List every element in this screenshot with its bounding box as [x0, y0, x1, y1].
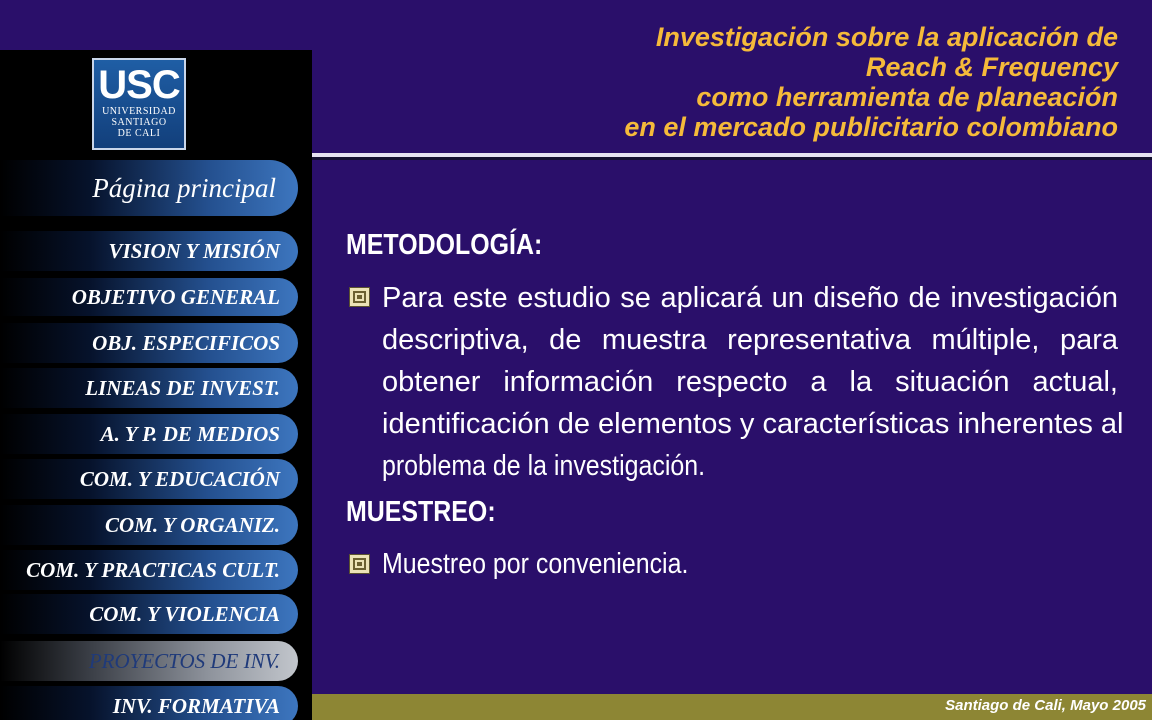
nav-proyectos-inv[interactable]: PROYECTOS DE INV. — [0, 641, 298, 681]
nav-obj-especificos[interactable]: OBJ. ESPECIFICOS — [0, 323, 298, 363]
paragraph-muestreo-line: Muestreo por conveniencia. — [382, 548, 689, 580]
logo-line-2: SANTIAGO — [111, 117, 167, 128]
nav-ayp-medios[interactable]: A. Y P. DE MEDIOS — [0, 414, 298, 454]
nav-vision-mision[interactable]: VISION Y MISIÓN — [0, 231, 298, 271]
title-line-4: en el mercado publicitario colombiano — [624, 112, 1118, 142]
logo-line-3: DE CALI — [117, 128, 161, 139]
slide-title — [298, 22, 1118, 142]
nav-com-practicas-cult[interactable]: COM. Y PRACTICAS CULT. — [0, 550, 298, 590]
title-line-2: Reach & Frequency — [865, 52, 1118, 82]
logo-abbr: USC — [98, 63, 180, 107]
nav-com-organiz[interactable]: COM. Y ORGANIZ. — [0, 505, 298, 545]
title-divider-shadow — [312, 157, 1152, 160]
bullet-icon — [349, 287, 370, 307]
nav-com-educacion[interactable]: COM. Y EDUCACIÓN — [0, 459, 298, 499]
paragraph-line-1: Para este estudio se aplicará un diseño de investigación — [382, 282, 1118, 314]
usc-logo — [92, 58, 186, 150]
nav-inv-formativa[interactable]: INV. FORMATIVA — [0, 686, 298, 720]
nav-objetivo-general[interactable]: OBJETIVO GENERAL — [0, 278, 298, 316]
nav-home-button[interactable]: Página principal — [0, 160, 298, 216]
paragraph-muestreo — [382, 543, 738, 585]
paragraph-line-4: identificación de elementos y características inherentes al — [382, 408, 1124, 440]
title-line-1: Investigación sobre la aplicación de — [655, 22, 1118, 52]
bullet-icon — [349, 554, 370, 574]
logo-line-1: UNIVERSIDAD — [102, 106, 176, 117]
paragraph-line-5: problema de la investigación. — [382, 450, 706, 482]
paragraph-line-2: descriptiva, de muestra representativa múltiple, para — [382, 324, 1118, 356]
paragraph-metodologia — [382, 277, 1124, 487]
title-line-3: como herramienta de planeación — [696, 82, 1118, 112]
nav-com-violencia[interactable]: COM. Y VIOLENCIA — [0, 594, 298, 634]
paragraph-line-3: obtener información respecto a la situación actual, — [382, 366, 1118, 398]
footer-bar — [312, 694, 1152, 720]
heading-metodologia: METODOLOGÍA: — [346, 229, 543, 261]
nav-lineas-invest[interactable]: LINEAS DE INVEST. — [0, 368, 298, 408]
footer-text: Santiago de Cali, Mayo 2005 — [945, 697, 1146, 714]
heading-muestreo: MUESTREO: — [346, 496, 496, 528]
